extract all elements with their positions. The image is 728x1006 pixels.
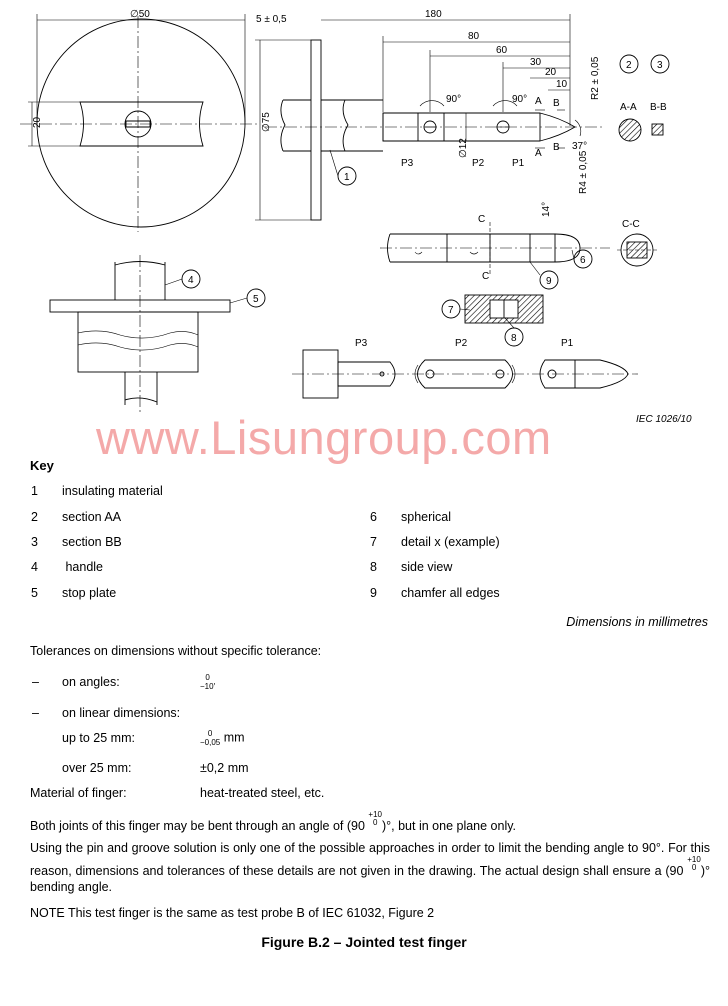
over25-label: over 25 mm: — [62, 761, 132, 775]
dim-a14: 14° — [541, 201, 552, 217]
dim-d12: ∅12 — [458, 138, 469, 158]
dim-d60: 60 — [496, 45, 508, 56]
label-p3b: P3 — [355, 338, 368, 349]
angles-label: on angles: — [62, 675, 120, 689]
label-p1: P1 — [512, 158, 525, 169]
label-sec-cc: C-C — [622, 219, 640, 230]
key-label: stop plate — [62, 586, 117, 600]
angles-tolerance: 0 −10′ — [200, 673, 216, 691]
technical-drawing — [0, 0, 728, 440]
note-text: NOTE This test finger is the same as test probe B of IEC 61032, Figure 2 — [30, 906, 435, 920]
key-label: spherical — [401, 510, 452, 524]
dash-angles: – — [32, 675, 39, 689]
key-num: 2 — [31, 510, 38, 524]
label-c2: C — [482, 271, 490, 282]
figure-caption: Figure B.2 – Jointed test finger — [261, 934, 467, 950]
callout-9: 9 — [546, 276, 552, 287]
key-num: 4 — [31, 560, 38, 574]
handle-side — [283, 100, 383, 151]
dim-d75: ∅75 — [261, 112, 272, 132]
iec-reference: IEC 1026/10 — [636, 414, 692, 425]
dim-a90b: 90° — [512, 94, 528, 105]
key-num: 8 — [370, 560, 377, 574]
dim-r4: R4 ± 0,05 — [578, 150, 589, 194]
label-p2: P2 — [472, 158, 485, 169]
dim-d80: 80 — [468, 31, 480, 42]
label-c1: C — [478, 214, 486, 225]
callout-6: 6 — [580, 255, 586, 266]
material-value: heat-treated steel, etc. — [200, 786, 325, 800]
part-p3 — [338, 362, 395, 386]
label-a1: A — [535, 96, 542, 107]
dim-a90a: 90° — [446, 94, 462, 105]
over25-value: ±0,2 mm — [200, 761, 249, 775]
dash-linear: – — [32, 706, 39, 720]
material-label: Material of finger: — [30, 786, 127, 800]
key-title: Key — [30, 458, 54, 473]
pin-groove-paragraph: Using the pin and groove solution is only one of the possible approaches in order to limit the bending angle to 90°. For this reason, dimensions and tolerances of these details are not given in the drawing. The actual design shall ensure a (90 +10 0 )° bending angle. — [30, 841, 710, 894]
key-num: 9 — [370, 586, 377, 600]
dim-r2: R2 ± 0,05 — [590, 56, 601, 100]
label-sec-bb: B-B — [650, 102, 667, 113]
up25-label: up to 25 mm: — [62, 731, 135, 745]
label-p3: P3 — [401, 158, 414, 169]
callout-4: 4 — [188, 275, 194, 286]
callout-3: 3 — [657, 60, 663, 71]
key-label: section AA — [62, 510, 122, 524]
dim-d20: 20 — [32, 116, 43, 128]
key-num: 5 — [31, 586, 38, 600]
dim-d50: ∅50 — [130, 9, 150, 20]
key-num: 7 — [370, 535, 377, 549]
key-label: side view — [401, 560, 453, 574]
callout-7: 7 — [448, 305, 454, 316]
key-label: handle — [62, 560, 104, 574]
callout-5: 5 — [253, 294, 259, 305]
label-p2b: P2 — [455, 338, 468, 349]
dim-d20b: 20 — [545, 67, 557, 78]
up25-tolerance: 0 −0,05 mm — [200, 729, 245, 747]
key-label: insulating material — [62, 484, 163, 498]
callout-8: 8 — [511, 333, 517, 344]
section-aa — [619, 119, 641, 141]
label-b1: B — [553, 98, 560, 109]
linear-label: on linear dimensions: — [62, 706, 181, 720]
joints-paragraph: Both joints of this finger may be bent through an angle of (90 +10 0 )°, but in one plane only. — [30, 810, 517, 833]
label-b2: B — [553, 142, 560, 153]
dimensions-note: Dimensions in millimetres — [566, 615, 708, 629]
dim-d180: 180 — [425, 9, 442, 20]
dim-d5: 5 ± 0,5 — [256, 14, 287, 25]
tolerances-intro: Tolerances on dimensions without specific tolerance: — [30, 644, 322, 658]
dim-a37: 37° — [572, 141, 588, 152]
callout-1: 1 — [344, 172, 350, 183]
label-sec-aa: A-A — [620, 102, 637, 113]
key-label: chamfer all edges — [401, 586, 500, 600]
watermark-text: www.Lisungroup.com — [96, 411, 552, 464]
label-a2: A — [535, 148, 542, 159]
key-label: detail x (example) — [401, 535, 500, 549]
stop-plate-side — [311, 40, 321, 220]
section-bb — [652, 124, 663, 135]
label-p1b: P1 — [561, 338, 574, 349]
key-num: 1 — [31, 484, 38, 498]
callout-2: 2 — [626, 60, 632, 71]
key-label: section BB — [62, 535, 122, 549]
dim-d30: 30 — [530, 57, 542, 68]
key-num: 6 — [370, 510, 377, 524]
key-num: 3 — [31, 535, 38, 549]
dim-d10: 10 — [556, 79, 568, 90]
